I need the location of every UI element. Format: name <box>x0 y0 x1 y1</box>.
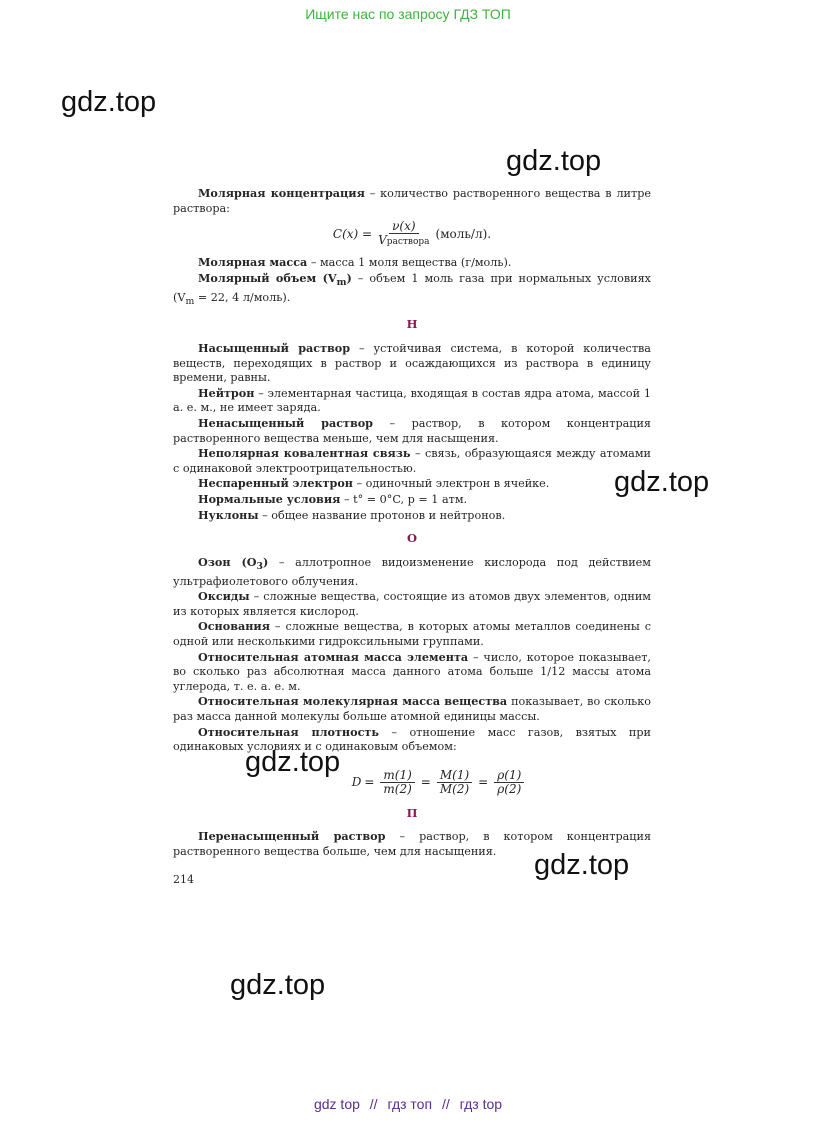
definition-text: – аллотропное видоизменение кислорода под действием ультрафиолетового облучения. <box>173 555 651 588</box>
term: Относительная плотность <box>198 724 379 739</box>
fraction-numerator: M(1) <box>437 769 472 783</box>
definition-text: = 22, 4 л/моль). <box>194 290 291 304</box>
fraction-denominator <box>375 234 432 249</box>
fraction-numerator: ν(x) <box>389 220 418 234</box>
subscript: m <box>185 295 195 307</box>
term-text: Молярный объем (V <box>198 270 337 285</box>
equals-sign: = <box>478 774 489 789</box>
watermark: gdz.top <box>614 466 710 498</box>
definition-paragraph <box>173 416 651 446</box>
volume-symbol: V <box>378 233 387 248</box>
footer-link[interactable]: gdz top <box>313 1096 360 1112</box>
subscript: m <box>336 277 347 289</box>
watermark: gdz.top <box>61 86 157 118</box>
fraction <box>494 769 524 796</box>
definition-text: – общее название протонов и нейтронов. <box>258 508 506 522</box>
definition-paragraph <box>173 725 651 755</box>
term: Неполярная ковалентная связь <box>198 446 411 461</box>
fraction <box>437 769 472 796</box>
relative-density-formula <box>228 769 651 796</box>
term: Насыщенный раствор <box>198 341 351 356</box>
definition-paragraph <box>173 186 651 216</box>
fraction <box>380 769 414 796</box>
fraction-numerator: ρ(1) <box>494 769 524 783</box>
watermark: gdz.top <box>534 849 630 881</box>
definition-text: – объем 1 моль газа при нормальных условиях (V <box>173 271 651 304</box>
definition-text: – раствор, в котором концентрация растворенного вещества больше, чем для насыщения. <box>173 830 651 858</box>
formula-lhs: D <box>351 774 362 789</box>
footer-separator: // <box>369 1096 378 1112</box>
fraction <box>375 220 432 249</box>
watermark: gdz.top <box>230 969 326 1001</box>
footer-link[interactable]: гдз топ <box>387 1096 433 1112</box>
term: Молярная масса <box>198 255 308 270</box>
term: Относительная атомная масса элемента <box>198 649 469 664</box>
fraction-numerator: m(1) <box>380 769 414 783</box>
definition-text: – связь, образующаяся между атомами с одинаковой электроотрицательностью. <box>173 447 651 475</box>
definition-paragraph <box>173 271 651 310</box>
term: Оксиды <box>198 589 250 604</box>
term: Неспаренный электрон <box>198 476 353 491</box>
term: Нейтрон <box>198 385 255 400</box>
section-letter: Н <box>406 317 418 332</box>
definition-paragraph <box>173 492 651 508</box>
formula-lhs: C(x) = <box>332 227 373 242</box>
page-number: 214 <box>173 873 194 887</box>
definition-text: – элементарная частица, входящая в состав ядра атома, массой 1 а. е. м., не имеет заряда. <box>173 386 651 415</box>
definition-paragraph <box>173 255 651 271</box>
definition-paragraph <box>173 508 651 524</box>
fraction-denominator: m(2) <box>383 781 412 796</box>
definition-text: – количество растворенного вещества в литре раствора: <box>173 187 651 215</box>
search-banner[interactable]: Ищите нас по запросу ГДЗ ТОП <box>305 6 511 22</box>
definition-paragraph <box>173 341 651 386</box>
footer-links <box>0 1096 816 1112</box>
term: Относительная молекулярная масса вещества <box>198 694 508 709</box>
term: Основания <box>198 619 270 634</box>
term <box>198 554 269 572</box>
definition-paragraph <box>173 619 651 649</box>
formula-unit: (моль/л). <box>435 227 492 242</box>
definition-text: – отношение масс газов, взятых при одинаковых условиях и с одинаковым объемом: <box>173 725 651 754</box>
section-letter: П <box>406 805 418 820</box>
definition-text: – сложные вещества, состоящие из атомов двух элементов, одним из которых является кислород. <box>173 590 651 618</box>
term: Нормальные условия <box>198 491 341 506</box>
term: Ненасыщенный раствор <box>198 416 373 430</box>
footer-separator: // <box>441 1096 450 1112</box>
definition-text: – t° = 0°C, p = 1 атм. <box>340 492 468 506</box>
equals-sign: = <box>364 774 375 789</box>
fraction-denominator: M(2) <box>439 781 470 796</box>
term-text: ) <box>346 270 352 285</box>
definition-paragraph <box>173 446 651 476</box>
term <box>198 270 352 289</box>
definition-paragraph <box>173 386 651 416</box>
definition-text: – сложные вещества, в которых атомы металлов соединены с одной или несколькими гидроксильными группами. <box>173 620 651 648</box>
term: Нуклоны <box>198 507 259 522</box>
definition-paragraph <box>173 555 651 589</box>
definition-text: – раствор, в котором концентрация растворенного вещества меньше, чем для насыщения. <box>173 417 651 445</box>
definition-text: – масса 1 моля вещества (г/моль). <box>307 256 512 270</box>
volume-subscript: раствора <box>386 237 430 248</box>
equals-sign: = <box>420 774 431 789</box>
definition-paragraph <box>173 589 651 619</box>
watermark: gdz.top <box>506 145 602 177</box>
section-letter: О <box>406 531 418 546</box>
definition-paragraph <box>173 829 651 859</box>
footer-link[interactable]: гдз top <box>459 1096 503 1112</box>
definition-paragraph <box>173 650 651 695</box>
definition-text: – одиночный электрон в ячейке. <box>352 477 550 491</box>
term: Перенасыщенный раствор <box>198 829 386 844</box>
definition-text: – число, которое показывает, во сколько раз абсолютная масса данного атома больше 1/12 массы атома углерода, т. е. а. е. м. <box>173 650 651 693</box>
definition-text: показывает, во сколько раз масса данной молекулы больше атомной единицы массы. <box>173 695 651 723</box>
textbook-page <box>173 186 651 888</box>
molar-concentration-formula <box>173 220 651 249</box>
watermark: gdz.top <box>245 746 341 778</box>
definition-text: – устойчивая система, в которой количества веществ, переходящих в раствор и осаждающихся из раствора в единицу времени, равны. <box>173 342 651 385</box>
term: Молярная концентрация <box>198 186 365 200</box>
term-text: Озон (O <box>198 554 257 569</box>
fraction-denominator: ρ(2) <box>497 781 522 796</box>
subscript: 3 <box>256 560 264 572</box>
term-text: ) <box>263 554 269 569</box>
definition-paragraph <box>173 694 651 724</box>
definition-paragraph <box>173 476 651 492</box>
